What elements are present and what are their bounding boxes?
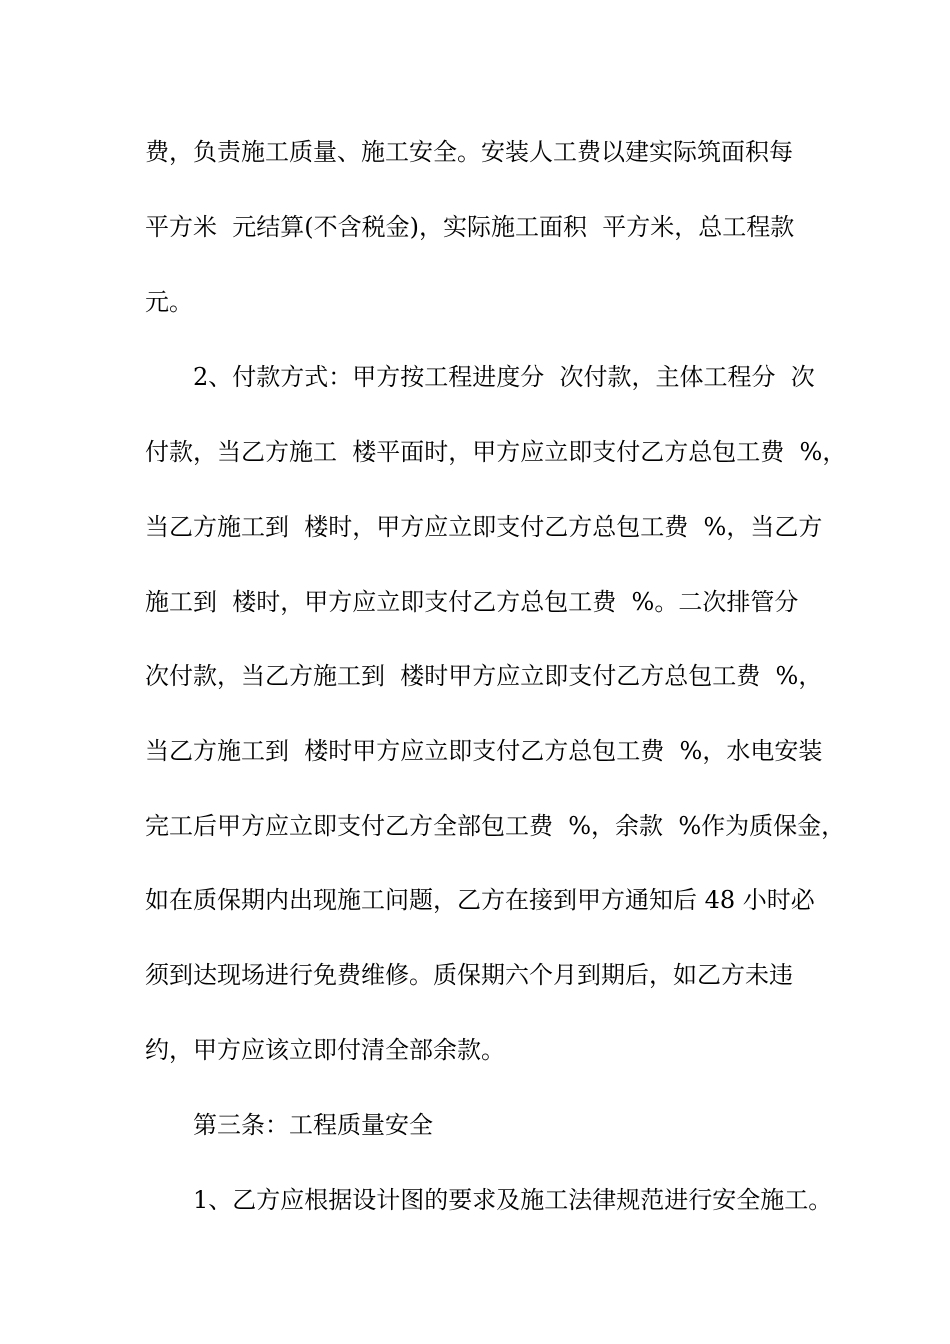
text-line-5: 付款，当乙方施工 楼平面时，甲方应立即支付乙方总包工费 %， — [145, 438, 847, 466]
text-line-1: 费，负责施工质量、施工安全。安装人工费以建实际筑面积每 — [145, 138, 793, 166]
text-line-12: 须到达现场进行免费维修。质保期六个月到期后，如乙方未违 — [145, 961, 793, 989]
paragraph-payment-method: 2、付款方式：甲方按工程进度分 次付款，主体工程分 次 — [193, 363, 815, 391]
paragraph-clause-1: 1、乙方应根据设计图的要求及施工法律规范进行安全施工。 — [193, 1186, 833, 1214]
section-heading-quality-safety: 第三条：工程质量安全 — [193, 1111, 433, 1139]
text-line-11: 如在质保期内出现施工问题，乙方在接到甲方通知后 48 小时必 — [145, 886, 815, 914]
text-line-13: 约，甲方应该立即付清全部余款。 — [145, 1036, 505, 1064]
text-line-8: 次付款，当乙方施工到 楼时甲方应立即支付乙方总包工费 %， — [145, 662, 823, 690]
text-line-7: 施工到 楼时，甲方应立即支付乙方总包工费 %。二次排管分 — [145, 588, 799, 616]
text-line-9: 当乙方施工到 楼时甲方应立即支付乙方总包工费 %，水电安装 — [145, 737, 823, 765]
text-line-2: 平方米 元结算(不含税金)，实际施工面积 平方米，总工程款 — [145, 213, 795, 241]
text-line-3: 元。 — [145, 288, 193, 316]
text-line-10: 完工后甲方应立即支付乙方全部包工费 %，余款 %作为质保金， — [145, 812, 846, 840]
text-line-6: 当乙方施工到 楼时，甲方应立即支付乙方总包工费 %，当乙方 — [145, 513, 823, 541]
